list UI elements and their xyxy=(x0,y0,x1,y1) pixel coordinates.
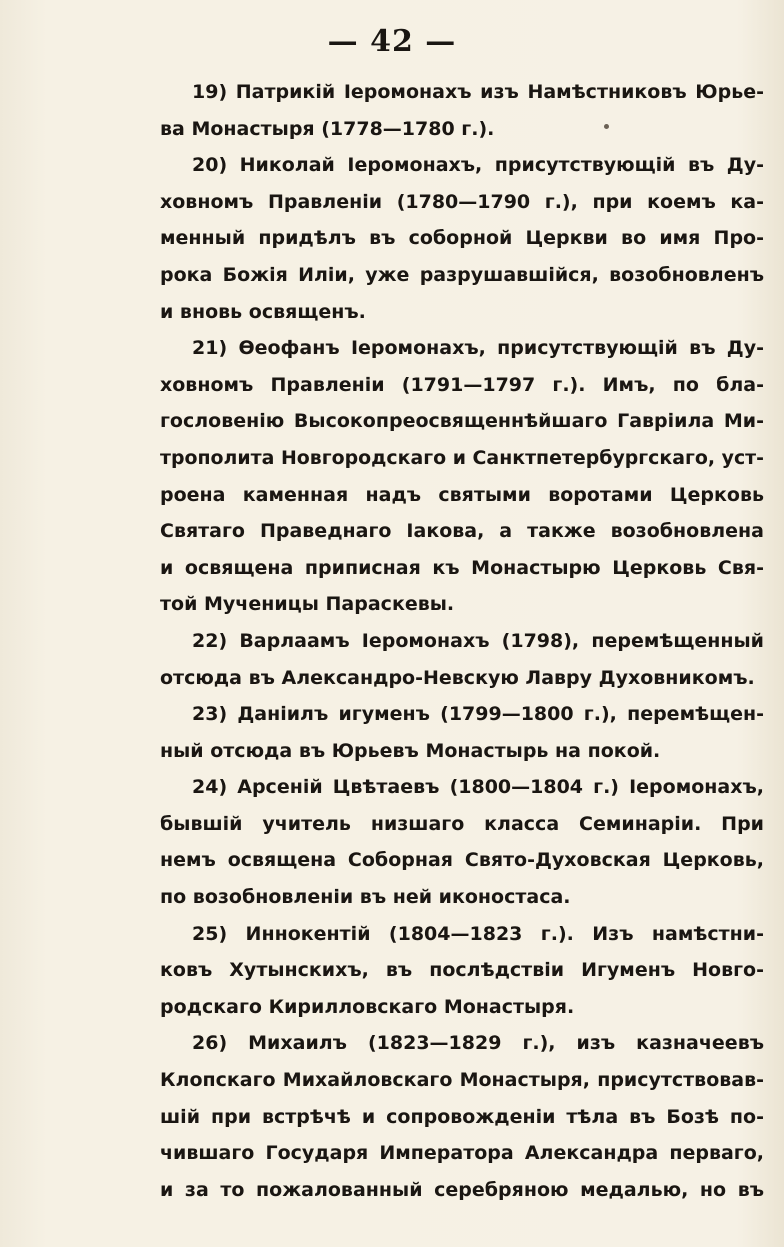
text-line: трополита Новгородскаго и Санктпетербургскаго, уст- xyxy=(160,446,764,469)
text-line: и за то пожалованный серебряною медалью, но въ xyxy=(160,1178,764,1201)
paragraph xyxy=(160,147,764,330)
text-line: менный придѣлъ въ соборной Церкви во имя Про- xyxy=(160,227,764,250)
text-line: 25) Иннокентій (1804—1823 г.). Изъ намѣстни- xyxy=(192,922,764,945)
text-line: Клопскаго Михайловскаго Монастыря, присутствовав- xyxy=(160,1069,764,1092)
text-line: рока Божія Иліи, уже разрушавшійся, возобновленъ xyxy=(160,263,764,286)
text-line: 22) Варлаамъ Іеромонахъ (1798), перемѣщенный xyxy=(192,629,764,652)
text-line: Святаго Праведнаго Іакова, а также возобновлена xyxy=(160,520,764,543)
text-line: и вновь освященъ. xyxy=(160,300,366,323)
text-line: 26) Михаилъ (1823—1829 г.), изъ казначеевъ xyxy=(192,1032,764,1055)
text-line: шій при встрѣчѣ и сопровожденіи тѣла въ Бозѣ по- xyxy=(160,1105,764,1128)
body-text xyxy=(160,74,764,1208)
text-line: родскаго Кирилловскаго Монастыря. xyxy=(160,995,575,1018)
text-line: ва Монастыря (1778—1780 г.). xyxy=(160,117,495,140)
text-line: 19) Патрикій Іеромонахъ изъ Намѣстниковъ Юрье- xyxy=(192,81,764,103)
text-line: 20) Николай Іеромонахъ, присутствующій въ Ду- xyxy=(192,154,764,177)
text-line: 21) Ѳеофанъ Іеромонахъ, присутствующій въ Ду- xyxy=(192,337,764,360)
page-number: — 42 — xyxy=(327,24,457,59)
paragraph xyxy=(160,623,764,696)
text-line: 24) Арсеній Цвѣтаевъ (1800—1804 г.) Іеромонахъ, xyxy=(192,776,764,799)
paragraph xyxy=(160,916,764,1026)
paragraph xyxy=(160,696,764,769)
text-line: чившаго Государя Императора Александра перваго, xyxy=(160,1142,764,1165)
text-line: гословенію Высокопреосвященнѣйшаго Гавріила Ми- xyxy=(160,410,764,433)
text-line: и освящена приписная къ Монастырю Церковь Свя- xyxy=(160,556,764,579)
text-line: по возобновленіи въ ней иконостаса. xyxy=(160,886,571,909)
text-line: ховномъ Правленіи (1780—1790 г.), при коемъ ка- xyxy=(160,190,764,213)
paragraph xyxy=(160,769,764,915)
text-line: ковъ Хутынскихъ, въ послѣдствіи Игуменъ Новго- xyxy=(160,959,764,982)
text-line: отсюда въ Александро-Невскую Лавру Духовникомъ. xyxy=(160,666,755,689)
text-line: той Мученицы Параскевы. xyxy=(160,593,455,616)
text-line: немъ освящена Соборная Свято-Духовская Церковь, xyxy=(160,849,764,872)
text-line: роена каменная надъ святыми воротами Церковь xyxy=(160,483,764,506)
text-line: ховномъ Правленіи (1791—1797 г.). Имъ, по бла- xyxy=(160,373,764,396)
text-line: бывшій учитель низшаго класса Семинаріи. При xyxy=(160,812,764,835)
paragraph xyxy=(160,1025,764,1208)
text-line: ный отсюда въ Юрьевъ Монастырь на покой. xyxy=(160,739,661,762)
paragraph xyxy=(160,330,764,623)
paragraph xyxy=(160,74,764,147)
text-line: 23) Даніилъ игуменъ (1799—1800 г.), перемѣщен- xyxy=(192,703,764,726)
